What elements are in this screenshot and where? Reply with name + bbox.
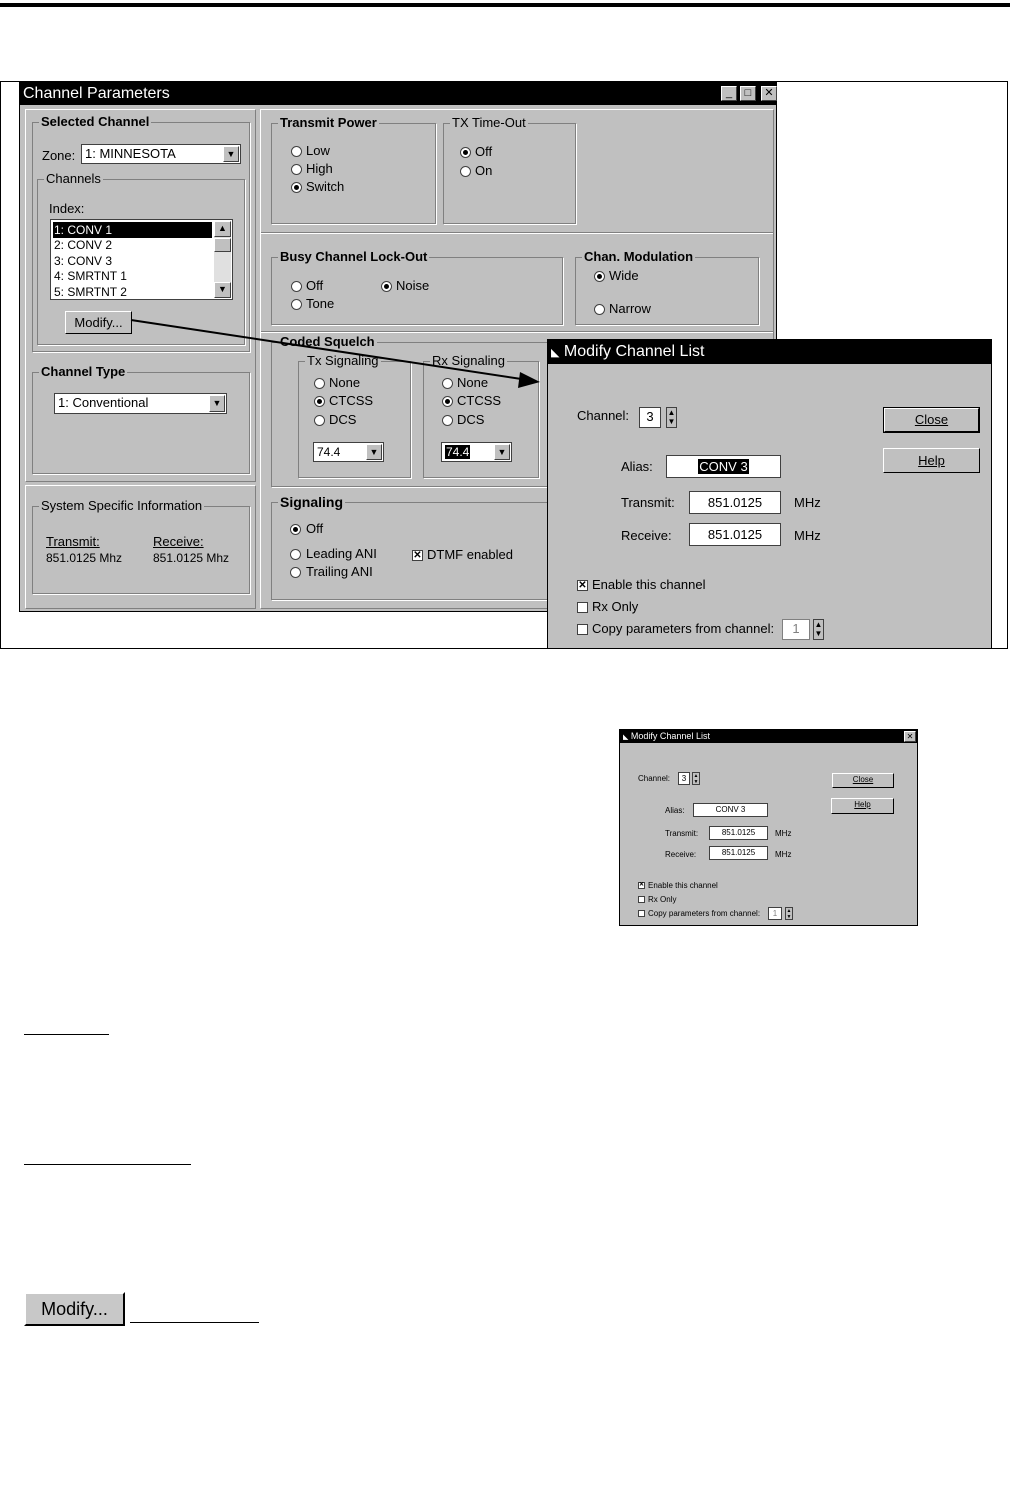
power-high-label: High — [306, 161, 333, 176]
transmit-value: 851.0125 — [707, 495, 763, 510]
tx-ctcss-label: CTCSS — [329, 393, 374, 408]
thumbnail-titlebar — [620, 730, 917, 743]
channel-type-label: Channel Type — [41, 364, 126, 379]
close-icon[interactable]: ✕ — [761, 86, 777, 101]
thumbnail-title: Modify Channel List — [630, 731, 710, 741]
thumb-receive-label: Receive: — [665, 850, 697, 859]
rx-dcs-label: DCS — [457, 412, 485, 427]
alias-value: CONV 3 — [699, 459, 748, 474]
copy-spin-icon[interactable]: ▲ ▼ — [814, 620, 823, 638]
modulation-wide-label: Wide — [609, 268, 639, 283]
thumb-transmit-value: 851.0125 — [721, 828, 756, 837]
dtmf-checkbox[interactable]: ✕ — [413, 550, 422, 561]
power-low-label: Low — [306, 143, 330, 158]
pointer-arrow-line — [131, 320, 528, 380]
thumb-channel-value: 3 — [681, 774, 687, 783]
close-label: Close — [914, 412, 949, 427]
selected-channel-label: Selected Channel — [41, 114, 150, 129]
app-icon: ◣ — [551, 347, 560, 359]
channel-value: 3 — [646, 409, 654, 424]
busy-off-label: Off — [306, 278, 324, 293]
thumb-alias-label: Alias: — [665, 806, 685, 815]
chevron-down-icon[interactable]: ▼ — [494, 444, 510, 460]
thumb-copy-checkbox[interactable] — [638, 910, 645, 917]
thumb-enable-label: Enable this channel — [648, 881, 718, 890]
chevron-down-icon[interactable]: ▼ — [366, 444, 382, 460]
tx-none-label: None — [329, 375, 361, 390]
thumb-help-label: Help — [854, 800, 871, 809]
receive-label: Receive: — [153, 534, 204, 549]
thumb-copy-label: Copy parameters from channel: — [648, 909, 761, 918]
close-icon[interactable]: ✕ — [904, 731, 916, 742]
transmit-power-label: Transmit Power — [280, 115, 377, 130]
busy-tone-label: Tone — [306, 296, 335, 311]
receive-value: 851.0125 — [707, 527, 763, 542]
thumb-copy-spin-icon[interactable]: ▲ ▼ — [786, 908, 792, 920]
modulation-narrow-label: Narrow — [609, 301, 651, 316]
pointer-arrow — [0, 0, 1010, 700]
busy-lockout-label: Busy Channel Lock-Out — [280, 249, 428, 264]
thumb-transmit-unit: MHz — [775, 829, 792, 838]
list-item[interactable]: 5: SMRTNT 2 — [54, 285, 127, 299]
system-info-label: System Specific Information — [41, 498, 203, 513]
enable-channel-label: Enable this channel — [592, 577, 706, 592]
tx-tone-value: 74.4 — [317, 445, 341, 459]
heading-rule-2 — [24, 1164, 191, 1165]
thumb-close-label: Close — [852, 775, 874, 784]
thumb-copy-spinner[interactable] — [768, 907, 782, 920]
thumb-channel-spinner[interactable] — [678, 772, 690, 785]
pointer-arrow-head — [518, 372, 540, 388]
rx-ctcss-label: CTCSS — [457, 393, 502, 408]
timeout-on-label: On — [475, 163, 493, 178]
timeout-off-label: Off — [475, 144, 493, 159]
thumb-transmit-input[interactable] — [709, 826, 768, 840]
copy-params-label: Copy parameters from channel: — [592, 621, 775, 636]
tx-timeout-label: TX Time-Out — [452, 115, 526, 130]
thumb-alias-value: CONV 3 — [715, 805, 746, 814]
busy-noise-label: Noise — [396, 278, 430, 293]
copy-channel-value: 1 — [792, 621, 800, 636]
thumb-close-button[interactable] — [832, 773, 894, 788]
coded-squelch-label: Coded Squelch — [280, 334, 375, 349]
rx-tone-value: 74.4 — [446, 445, 470, 459]
zone-value: 1: MINNESOTA — [85, 146, 176, 161]
signaling-off-label: Off — [306, 521, 324, 536]
transmit-unit: MHz — [794, 495, 821, 510]
receive-label: Receive: — [621, 528, 672, 543]
scroll-down-icon[interactable]: ▼ — [214, 282, 231, 298]
alias-label: Alias: — [621, 459, 653, 474]
tx-signaling-label: Tx Signaling — [307, 353, 379, 368]
transmit-value: 851.0125 Mhz — [46, 551, 123, 565]
modify-button-large[interactable]: Modify... — [24, 1292, 125, 1326]
heading-rule-1 — [24, 1034, 109, 1035]
maximize-icon[interactable]: □ — [740, 86, 756, 101]
channel-label: Channel: — [577, 408, 630, 423]
signaling-leading-label: Leading ANI — [306, 546, 377, 561]
tx-dcs-label: DCS — [329, 412, 357, 427]
thumb-receive-input[interactable] — [709, 846, 768, 860]
rx-only-label: Rx Only — [592, 599, 639, 614]
minimize-icon[interactable]: _ — [721, 86, 737, 101]
signaling-trailing-label: Trailing ANI — [306, 564, 373, 579]
list-item[interactable]: 4: SMRTNT 1 — [54, 269, 127, 283]
receive-value: 851.0125 Mhz — [153, 551, 230, 565]
thumb-channel-label: Channel: — [638, 774, 671, 783]
power-switch-label: Switch — [306, 179, 345, 194]
list-item[interactable]: 3: CONV 3 — [54, 254, 113, 268]
thumb-help-button[interactable] — [831, 798, 894, 814]
thumb-spin-icon[interactable]: ▲ ▼ — [693, 773, 699, 785]
zone-label: Zone: — [42, 148, 76, 163]
thumb-transmit-label: Transmit: — [665, 829, 699, 838]
transmit-label: Transmit: — [621, 495, 675, 510]
thumb-rx-only-checkbox[interactable] — [638, 896, 645, 903]
modify-button[interactable]: Modify... — [65, 311, 132, 334]
receive-unit: MHz — [794, 528, 821, 543]
thumb-copy-value: 1 — [772, 909, 778, 918]
scroll-up-icon[interactable]: ▲ — [214, 221, 231, 237]
index-label: Index: — [49, 201, 85, 216]
app-icon: ◣ — [623, 734, 629, 741]
window-title: Channel Parameters — [23, 85, 170, 102]
thumb-alias-input[interactable] — [693, 803, 768, 817]
modify-caption-rule — [130, 1322, 259, 1323]
dtmf-label: DTMF enabled — [427, 547, 513, 562]
rx-none-label: None — [457, 375, 489, 390]
signaling-label: Signaling — [280, 494, 343, 510]
rx-signaling-label: Rx Signaling — [432, 353, 505, 368]
transmit-label: Transmit: — [46, 534, 100, 549]
thumb-receive-unit: MHz — [775, 850, 792, 859]
enable-channel-checkbox[interactable]: ✕ — [578, 580, 587, 591]
modulation-label: Chan. Modulation — [584, 249, 694, 264]
chevron-down-icon[interactable]: ▼ — [223, 146, 239, 162]
modify-dialog-thumbnail — [619, 729, 918, 926]
thumb-rx-only-label: Rx Only — [648, 895, 677, 904]
channels-label: Channels — [46, 171, 101, 186]
list-item[interactable]: 2: CONV 2 — [54, 238, 113, 252]
list-item[interactable]: 1: CONV 1 — [53, 222, 212, 238]
channel-spin-icon[interactable]: ▲ ▼ — [667, 408, 676, 426]
modify-dialog-title: Modify Channel List — [563, 343, 705, 360]
chevron-down-icon[interactable]: ▼ — [209, 395, 225, 412]
thumb-receive-value: 851.0125 — [721, 848, 756, 857]
thumb-enable-checkbox[interactable]: ✕ — [639, 882, 645, 888]
help-label: Help — [918, 453, 945, 468]
channel-type-value: 1: Conventional — [58, 395, 149, 410]
